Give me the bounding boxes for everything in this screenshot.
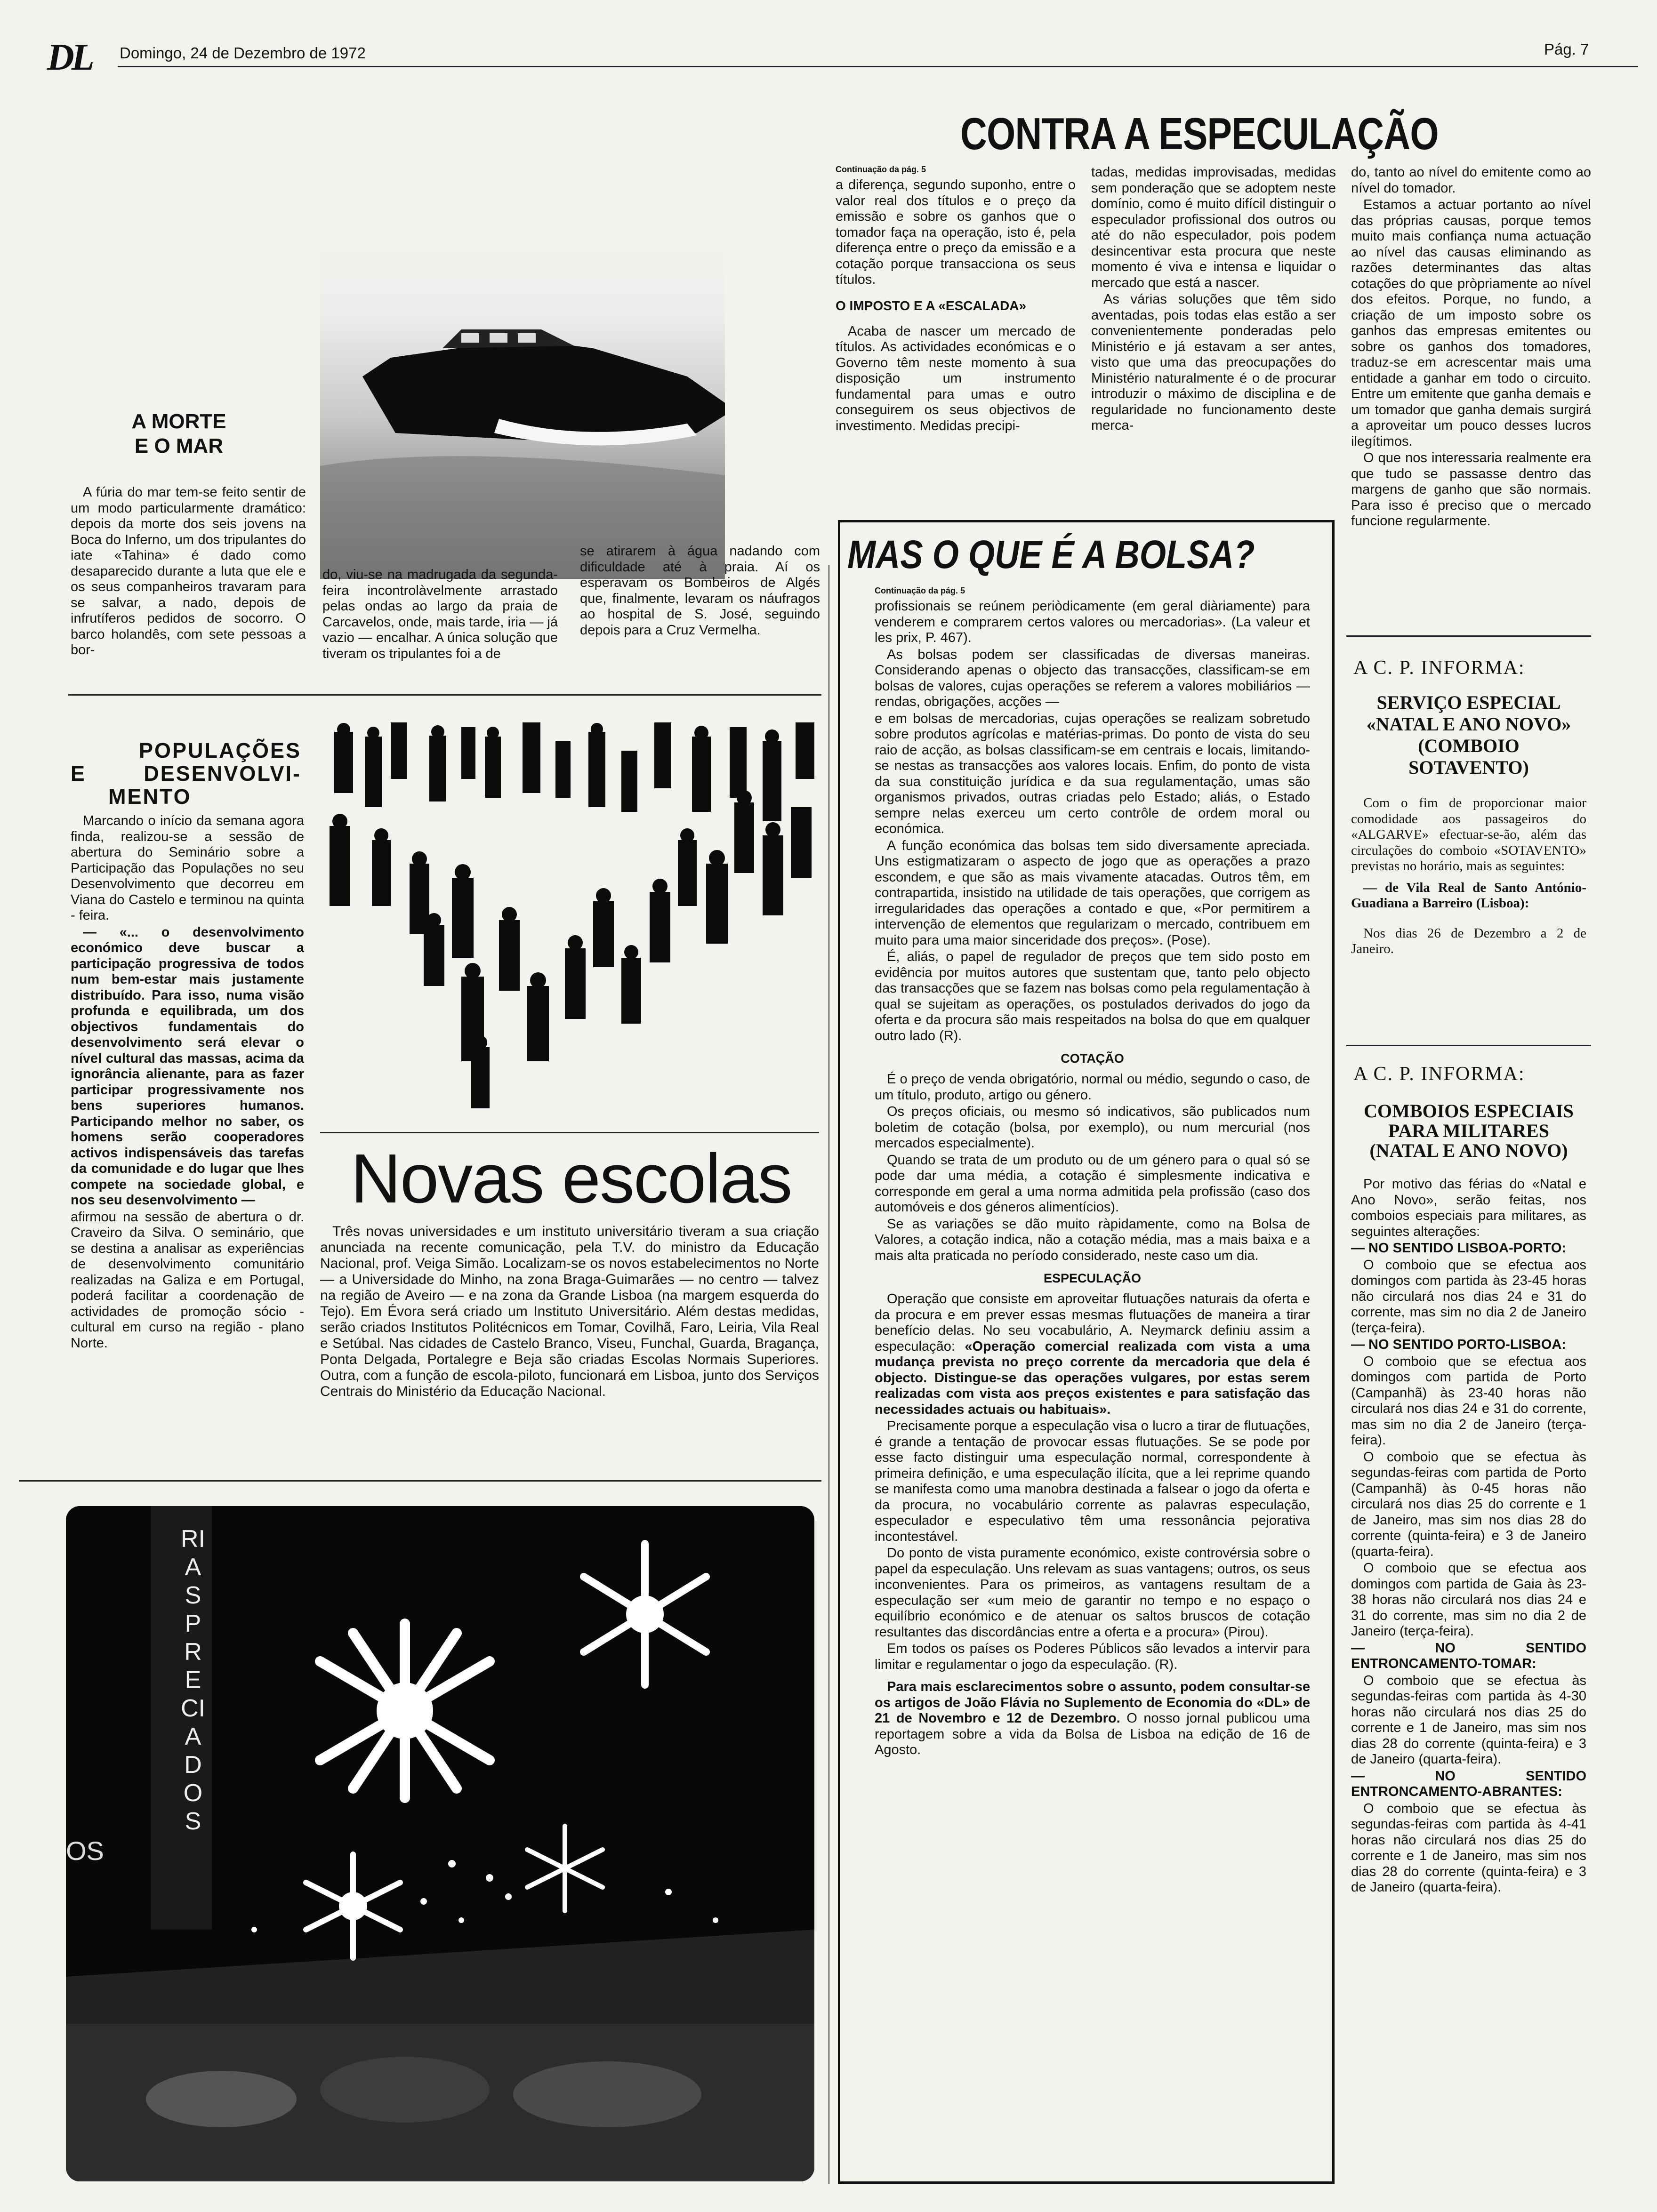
escolas-title: Novas escolas [351,1140,792,1218]
acp2-title [1346,1101,1591,1161]
column-divider [828,565,829,2184]
acp2-title-line3: (NATAL E ANO NOVO) [1369,1140,1568,1161]
morte-bottom-rule [68,694,821,696]
populacoes-title [71,739,301,808]
especulacao-c1-paragraph-2: Acaba de nascer um mercado de títulos. As actividades económicas e o Governo têm neste momento à sua disposição um instrumento fundamental para umas e outro conseguirem os seus objectivos de investimento. Medidas precipi- [836,323,1076,433]
morte-column-3 [580,544,820,639]
bolsa-continuation: Continuação da pág. 5 [875,586,965,595]
acp2-paragraph-5: O comboio que se efectua aos domingos com partida de Gaia às 23-38 horas não circulará nos dias 24 e 31 do corrente, mas sim no dia 2 de Janeiro (terça-feira). [1351,1561,1586,1639]
morte-paragraph-3: se atirarem à água nadando com dificuldade até à praia. Aí os esperavam os Bombeiros de Algés que, finalmente, levaram os náufragos ao hospital de S. José, seguindo depois para a Cruz Vermelha. [580,544,820,638]
acp1-title-line2: «NATAL E ANO NOVO» [1366,713,1571,735]
acp2-paragraph-6: O comboio que se efectua às segundas-feiras com partida às 4-30 horas não circulará nos dias 25 do corrente e 1 de Janeiro, mas sim nos dias 28 do corrente (quinta-feira) e 3 de Janeiro (quarta-feira). [1351,1673,1586,1767]
bolsa-paragraph-9: Se as variações se dão muito ràpidamente, como na Bolsa de Valores, a cotação indica, não a cotação média, mas a mais baixa e a mais alta praticada no período considerado, neste caso um dia. [875,1216,1310,1263]
morte-column-2 [322,567,558,663]
morte-title [89,409,268,458]
acp2-title-line1: COMBOIOS ESPECIAIS [1364,1100,1574,1122]
especulacao-c3-paragraph-1: do, tanto ao nível do emitente como ao nível do tomador. [1351,165,1591,196]
especulacao-c3-paragraph-3: O que nos interessaria realmente era que tudo se passasse dentro das margens de ganho que são normais. Para isso é preciso que o mercado funcione regularmente. [1351,450,1591,529]
acp1-paragraph-1: Com o fim de proporcionar maior comodidade aos passageiros do «ALGARVE» efectuar-se-ão, além das circulações do comboio «SOTAVENTO» previstas no horário, mais as seguintes: [1351,795,1586,874]
newspaper-logo: DL [47,37,92,78]
bolsa-paragraph-8: Quando se trata de um produto ou de um género para o qual só se pode dar uma média, a cotação é simplesmente indicativa e corresponde em geral a uma norma admitida pela profissão (caso dos automóveis e dos géneros alimentícios). [875,1152,1310,1215]
bolsa-paragraph-4: A função económica das bolsas tem sido diversamente apreciada. Uns estigmatizaram o aspecto de jogo que as operações a prazo escondem, e que são as mais vivamente atacadas. Outros têm, em contrapartida, insistido na utilidade de tais operações, que corrigem as irregularidades das operações a contado e que, «Por permitirem a intervenção de elementos que regularizam o mercado, contribuem em muito para uma maior sinceridade dos preços». (Pose). [875,838,1310,948]
especulacao-column-3 [1351,165,1591,530]
bolsa-paragraph-2: As bolsas podem ser classificadas de diversas maneiras. Considerando apenas o objecto das transacções, classificam-se em bolsas de valores, cujas operações se referem a valores mobiliários — rendas, obrigações, acções — [875,647,1310,709]
populacoes-title-line1: POPULAÇÕES [138,738,301,762]
acp2-header: A C. P. INFORMA: [1353,1063,1525,1085]
crowd-photo [320,722,819,1127]
acp1-column [1351,795,1586,958]
page-number: Pág. 7 [1544,40,1589,58]
bolsa-subhead-especulacao: ESPECULAÇÃO [1043,1271,1142,1285]
store-sign-left: OS [66,1836,104,1866]
acp1-header: A C. P. INFORMA: [1353,657,1525,679]
christmas-street-photo [66,1506,814,2181]
especulacao-column-2 [1091,165,1336,435]
acp2-subhead-4: — NO SENTIDO ENTRONCAMENTO-ABRANTES: [1351,1768,1586,1799]
bolsa-paragraph-13: Em todos os países os Poderes Públicos são levados a intervir para limitar e regulamentar o jogo da especulação. (R). [875,1641,1310,1672]
especulacao-c1-paragraph-1: a diferença, segundo suponho, entre o valor real dos títulos e o preço da emissão e sobre os ganhos que o tomador faça na operação, isto é, pela diferença entre o preço da emissão e a cotação porque transacciona os seus títulos. [836,177,1076,287]
acp1-title [1346,692,1591,778]
especulacao-title: CONTRA A ESPECULAÇÃO [960,109,1439,159]
acp2-paragraph-1: Por motivo das férias do «Natal e Ano Novo», serão feitas, nos comboios especiais para militares, as seguintes alterações: [1351,1177,1586,1239]
populacoes-quote: — «... o desenvolvimento económico deve buscar a participação progressiva de todos num bem-estar mais justamente distribuído. Para isso, numa visão profunda e equilibrada, um dos objectivos fundamentais do desenvolvimento será elevar o nível cultural das massas, acima da ignorância alienante, para as fazer participar progressivamente nos bens superiores humanos. Participando melhor no saber, os homens serão cooperadores activos indispensáveis das tarefas da comunidade e do lugar que lhes compete na sociedade global, e nos seu desenvolvimento — [71,924,304,1208]
bolsa-paragraph-11: Precisamente porque a especulação visa o lucro a tirar de flutuações, é grande a tentação de provocar essas flutuações. Se se pode por esse facto distinguir uma especulação normal, correspondente à primeira definição, e uma especulação ilícita, que a lei reprime quando se manifesta como uma manobra destinada a falsear o jogo da oferta e da procura, no vocabulário corrente as palavras especulação, especulador e especulativo têm uma ressonância pejorativa incontestável. [875,1419,1310,1544]
bolsa-paragraph-10a: Operação que consiste em aproveitar flutuações naturais da oferta e da procura e em prever essas mesmas flutuações de maneira a tirar benefício delas. No seu vocabulário, A. Neymarck definiu assim a especulação: [875,1291,1310,1354]
acp1-title-line3: (COMBOIO [1418,735,1520,756]
acp2-paragraph-3: O comboio que se efectua aos domingos com partida de Porto (Campanhã) às 23-40 horas não circulará nos dias 24 e 31 do corrente, mas sim no dia 2 de Janeiro (terça-feira). [1351,1354,1586,1448]
acp1-paragraph-2: — de Vila Real de Santo António-Guadiana a Barreiro (Lisboa): [1351,880,1586,911]
especulacao-subhead: O IMPOSTO E A «ESCALADA» [836,298,1027,313]
especulacao-c2-paragraph-1: tadas, medidas improvisadas, medidas sem ponderação que se adoptem neste domínio, como é muito difícil distinguir o especulador profissional dos outros ou até do não especulador, pois podem desincentivar esta procura que neste momento é viva e intensa e liquidar o mercado que está a nascer. [1091,165,1336,290]
especulacao-c2-paragraph-2: As várias soluções que têm sido aventadas, pois todas elas estão a ser convenientemente ponderadas pelo Ministério e já estavam a ser antes, visto que uma das preocupações do Ministério naturalmente é o de procurar introduzir o máximo de disciplina e de regularidade no funcionamento deste merca- [1091,292,1336,433]
bolsa-paragraph-7: Os preços oficiais, ou mesmo só indicativos, são publicados num boletim de cotação (bolsa, por exemplo), ou num mercurial (nos mercados especialmente). [875,1104,1310,1151]
acp1-title-line4: SOTAVENTO) [1408,757,1529,778]
morte-title-line2: E O MAR [134,434,224,457]
bolsa-paragraph-14 [875,1679,1310,1758]
store-sign: RIAS PRECIADOS [181,1525,205,1835]
masthead-rule [118,66,1638,67]
escolas-bottom-rule [19,1480,821,1482]
acp2-top-rule [1346,1045,1591,1046]
acp2-title-line2: PARA MILITARES [1388,1120,1549,1141]
acp2-column [1351,1177,1586,1897]
populacoes-title-line2: E DESENVOLVI- [71,761,301,785]
morte-paragraph-2: do, viu-se na madrugada da segunda-feira incontrolàvelmente arrastado pelas ondas ao largo da praia de Carcavelos, onde, mais tarde, iria — já vazio — encalhar. A única solução que tiveram os tripulantes foi a de [322,567,558,661]
bolsa-footnote-bold: Para mais esclarecimentos sobre o assunto, podem consultar-se os artigos de João Flávia no Suplemento de Economia do «DL» de 21 de Novembro e 12 de Dezembro. [875,1679,1310,1726]
bolsa-paragraph-10 [875,1291,1310,1418]
bolsa-paragraph-6: É o preço de venda obrigatório, normal ou médio, segundo o caso, de um título, produto, artigo ou género. [875,1072,1310,1103]
bolsa-column [875,586,1310,1759]
acp1-top-rule [1346,635,1591,637]
morte-column-1 [71,485,306,659]
populacoes-title-line3: MENTO [108,785,192,809]
morte-title-line1: A MORTE [131,410,226,433]
acp2-subhead-1: — NO SENTIDO LISBOA-PORTO: [1351,1241,1567,1256]
morte-paragraph-1: A fúria do mar tem-se feito sentir de um modo particularmente dramático: depois da morte dos seis jovens na Boca do Inferno, um dos tripulantes do iate «Tahina» é dado como desaparecido durante a luta que ele e os seus companheiros travaram para se salvar, a nado, depois de infrutíferos pedidos de socorro. O barco holandês, com sete pessoas a bor- [71,485,306,657]
yacht-photo [320,221,725,579]
page-date: Domingo, 24 de Dezembro de 1972 [120,44,366,62]
acp2-subhead-2: — NO SENTIDO PORTO-LISBOA: [1351,1337,1567,1352]
bolsa-definition-quote: «Operação comercial realizada com vista a uma mudança prevista no preço corrente da mercadoria que dela é objecto. Distingue-se das operações vulgares, por estas serem realizadas com vista aos preços existentes e para satisfação das necessidades actuais ou habituais». [875,1338,1310,1417]
bolsa-subhead-cotacao: COTAÇÃO [1061,1051,1124,1066]
acp2-paragraph-2: O comboio que se efectua aos domingos com partida às 23-45 horas não circulará nos dias 24 e 31 do corrente, mas sim no dia 2 de Janeiro (terça-feira). [1351,1257,1586,1336]
populacoes-column [71,813,304,1352]
bolsa-paragraph-12: Do ponto de vista puramente económico, existe controvérsia sobre o papel da especulação. Uns relevam as suas vantagens; outros, os seus inconvenientes. Para os primeiros, as vantagens resultam de a especulação ser «um meio de garantir no tempo e no espaço o equilíbrio económico e de atenuar os saltos bruscos de cotação resultantes das discordâncias entre a oferta e a procura» (Pirou). [875,1546,1310,1640]
especulacao-column-1 [836,165,1076,435]
escolas-top-rule [320,1132,819,1133]
especulacao-continuation: Continuação da pág. 5 [836,165,926,174]
acp2-paragraph-4: O comboio que se efectua às segundas-feiras com partida de Porto (Campanhã) às 0-45 horas não circulará nos dias 25 do corrente e 1 de Janeiro, mas sim nos dias 28 do corrente (quinta-feira) e 3 de Janeiro (quarta-feira). [1351,1449,1586,1559]
populacoes-paragraph-1: Marcando o início da semana agora finda, realizou-se a sessão de abertura do Seminário sobre a Participação das Populações no seu Desenvolvimento que decorreu em Viana do Castelo e terminou na quinta - feira. [71,813,304,923]
acp1-paragraph-3: Nos dias 26 de Dezembro a 2 de Janeiro. [1351,925,1586,956]
bolsa-footnote-rest: O nosso jornal publicou uma reportagem sobre a vida da Bolsa de Lisboa na edição de 16 de Agosto. [875,1711,1310,1757]
especulacao-c3-paragraph-2: Estamos a actuar portanto ao nível das próprias causas, porque temos muito mais confiança numa actuação ao nível das causas eliminando as razões determinantes das altas cotações do que pròpriamente ao nível dos efeitos. Porque, no fundo, a criação de um imposto sobre os ganhos das empresas emitentes ou sobre os ganhos dos tomadores, traduz-se em acrescentar mais uma entidade a ganhar em todo o circuito. Entre um emitente que ganha demais e um tomador que ganha demais surgirá a aproveitar um pouco desses lucros ilegítimos. [1351,197,1591,449]
acp2-subhead-3: — NO SENTIDO ENTRONCAMENTO-TOMAR: [1351,1640,1586,1671]
bolsa-title: MAS O QUE É A BOLSA? [847,532,1255,577]
bolsa-paragraph-3: e em bolsas de mercadorias, cujas operações se realizam sobretudo sobre produtos agrícolas e matérias-primas. Do ponto de vista do seu raio de acção, as bolsas classificam-se em centrais e locais, limitando-se nestas as transacções aos valores locais. Enfim, do ponto de vista da sua constituição jurídica e da sua regulamentação, umas são organismos privados, outras criadas pelo Estado; aliás, o Estado sempre nelas exerceu um certo contrôle de ordem moral ou económica. [875,711,1310,836]
populacoes-paragraph-2: afirmou na sessão de abertura o dr. Craveiro da Silva. O seminário, que se destina a analisar as experiências de desenvolvimento comunitário realizadas na Galiza e em Portugal, poderá facilitar a coordenação de actividades de promoção sócio - cultural em curso na região - plano Norte. [71,1209,304,1351]
bolsa-paragraph-1: profissionais se reúnem periòdicamente (em geral diàriamente) para venderem e comprarem certos valores ou mercadorias». (La valeur et les prix, P. 467). [875,599,1310,645]
bolsa-paragraph-5: É, aliás, o papel de regulador de preços que tem sido posto em evidência por muitos autores que sustentam que, tanto pelo objecto das transacções que se fazem nas bolsas como pela regulamentação à qual se sujeitam as operações, os postulados derivados do jogo da oferta e da procura são mais respeitados na bolsa do que em qualquer outro lado (R). [875,949,1310,1043]
escolas-column [320,1224,819,1401]
acp2-paragraph-7: O comboio que se efectua às segundas-feiras com partida às 4-41 horas não circulará nos dias 25 do corrente e 1 de Janeiro, mas sim nos dias 28 do corrente (quinta-feira) e 3 de Janeiro (quarta-feira). [1351,1801,1586,1895]
acp1-title-line1: SERVIÇO ESPECIAL [1376,692,1561,713]
escolas-body: Três novas universidades e um instituto universitário tiveram a sua criação anunciada na recente comunicação, pela T.V. do ministro da Educação Nacional, prof. Veiga Simão. Localizam-se os novos estabelecimentos no Norte — a Universidade do Minho, na zona Braga-Guimarães — no centro — talvez na região de Aveiro — e na zona da Grande Lisboa (na margem esquerda do Tejo). Em Évora será criado um Instituto Universitário. Além destas medidas, serão criados Institutos Politécnicos em Tomar, Covilhã, Faro, Leiria, Vila Real e Setúbal. Nas cidades de Castelo Branco, Viseu, Funchal, Guarda, Bragança, Ponta Delgada, Portalegre e Beja são criadas Escolas Normais Superiores. Outra, com a função de escola-piloto, funcionará em Lisboa, junto dos Serviços Centrais do Ministério da Educação Nacional. [320,1224,819,1399]
